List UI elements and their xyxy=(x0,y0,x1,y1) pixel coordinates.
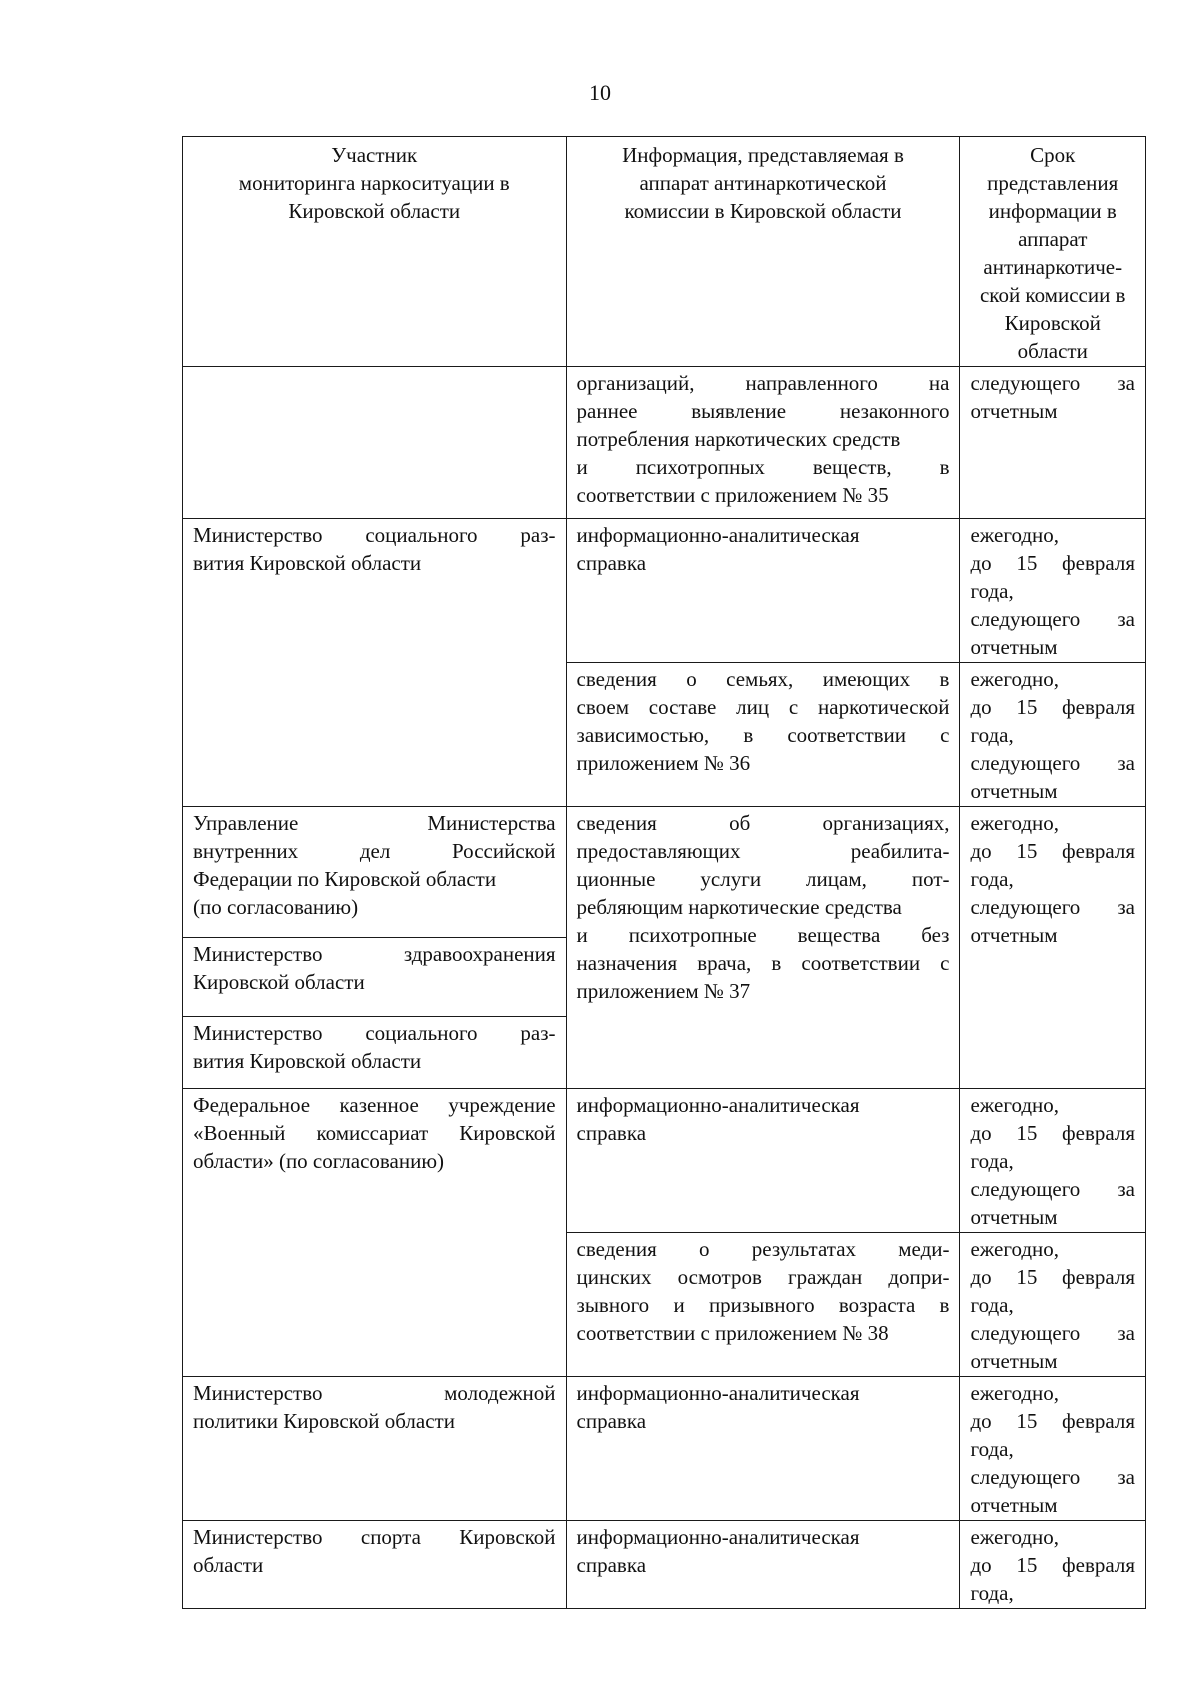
info-cell xyxy=(566,663,960,807)
participant-cell xyxy=(183,807,567,938)
cell-line: ежегодно, xyxy=(970,1381,1060,1405)
cell-line: области» (по согласованию) xyxy=(193,1149,445,1173)
info-cell xyxy=(566,807,960,1089)
cell-line: Министерство спорта Кировской xyxy=(193,1525,556,1549)
deadline-cell xyxy=(960,663,1146,807)
cell-line: следующего за xyxy=(970,751,1135,775)
deadline-cell xyxy=(960,1377,1146,1521)
table-row xyxy=(183,1089,1146,1233)
cell-line: сведения о результатах меди- xyxy=(576,1237,950,1261)
cell-line: отчетным xyxy=(970,923,1058,947)
cell-line: года, xyxy=(970,1149,1014,1173)
header-line: Срок xyxy=(1030,143,1076,167)
cell-line: политики Кировской области xyxy=(193,1409,455,1433)
cell-line: Министерство социального раз- xyxy=(193,1021,556,1045)
cell-line: справка xyxy=(576,1121,647,1145)
cell-line: следующего за xyxy=(970,895,1135,919)
cell-line: до 15 февраля xyxy=(970,1553,1135,1577)
header-line: информации в xyxy=(988,199,1117,223)
cell-line: отчетным xyxy=(970,1493,1058,1517)
header-participant xyxy=(183,137,567,367)
header-line: ской комиссии в xyxy=(979,283,1126,307)
cell-line: и психотропные вещества без xyxy=(576,923,950,947)
cell-line: приложением № 37 xyxy=(576,979,751,1003)
deadline-cell xyxy=(960,1089,1146,1233)
cell-line: Управление Министерства xyxy=(193,811,556,835)
deadline-cell xyxy=(960,519,1146,663)
page-number: 10 xyxy=(589,80,611,105)
cell-line: Министерство молодежной xyxy=(193,1381,556,1405)
cell-line: отчетным xyxy=(970,779,1058,803)
cell-line: года, xyxy=(970,723,1014,747)
header-info xyxy=(566,137,960,367)
cell-line: приложением № 36 xyxy=(576,751,751,775)
cell-line: отчетным xyxy=(970,399,1058,423)
cell-line: до 15 февраля xyxy=(970,1265,1135,1289)
cell-line: потребления наркотических средств xyxy=(576,427,901,451)
header-line: аппарат xyxy=(1018,227,1088,251)
cell-line: следующего за xyxy=(970,1465,1135,1489)
header-line: Информация, представляемая в xyxy=(622,143,904,167)
cell-line: ционные услуги лицам, пот- xyxy=(576,867,950,891)
cell-line: до 15 февраля xyxy=(970,1121,1135,1145)
cell-line: года, xyxy=(970,1293,1014,1317)
participant-cell xyxy=(183,367,567,519)
cell-line: следующего за xyxy=(970,1177,1135,1201)
cell-line: (по согласованию) xyxy=(193,895,359,919)
info-cell xyxy=(566,1521,960,1609)
cell-line: года, xyxy=(970,579,1014,603)
cell-line: до 15 февраля xyxy=(970,1409,1135,1433)
header-line: комиссии в Кировской области xyxy=(624,199,902,223)
participant-cell xyxy=(183,938,567,1017)
cell-line: области xyxy=(193,1553,264,1577)
info-cell xyxy=(566,519,960,663)
header-line: представления xyxy=(987,171,1119,195)
cell-line: ежегодно, xyxy=(970,523,1060,547)
header-line: Кировской xyxy=(1004,311,1101,335)
table-row xyxy=(183,807,1146,938)
cell-line: до 15 февраля xyxy=(970,839,1135,863)
cell-line: соответствии с приложением № 38 xyxy=(576,1321,889,1345)
cell-line: справка xyxy=(576,1409,647,1433)
cell-line: сведения об организациях, xyxy=(576,811,950,835)
cell-line: соответствии с приложением № 35 xyxy=(576,483,889,507)
cell-line: зывного и призывного возраста в xyxy=(576,1293,950,1317)
cell-line: вития Кировской области xyxy=(193,551,422,575)
cell-line: «Военный комиссариат Кировской xyxy=(193,1121,556,1145)
cell-line: следующего за xyxy=(970,371,1135,395)
cell-line: и психотропных веществ, в xyxy=(576,455,950,479)
participant-cell xyxy=(183,1521,567,1609)
monitoring-table xyxy=(182,136,1146,1609)
cell-line: года, xyxy=(970,867,1014,891)
cell-line: ежегодно, xyxy=(970,811,1060,835)
cell-line: Министерство здравоохранения xyxy=(193,942,556,966)
table-row xyxy=(183,1377,1146,1521)
cell-line: Министерство социального раз- xyxy=(193,523,556,547)
info-cell xyxy=(566,367,960,519)
cell-line: внутренних дел Российской xyxy=(193,839,556,863)
header-line: мониторинга наркоситуации в xyxy=(238,171,510,195)
header-line: Кировской области xyxy=(288,199,461,223)
table-header-row xyxy=(183,137,1146,367)
cell-line: информационно-аналитическая xyxy=(576,1093,860,1117)
table-row xyxy=(183,519,1146,663)
cell-line: сведения о семьях, имеющих в xyxy=(576,667,950,691)
cell-line: информационно-аналитическая xyxy=(576,1525,860,1549)
cell-line: ребляющим наркотические средства xyxy=(576,895,902,919)
deadline-cell xyxy=(960,1233,1146,1377)
cell-line: следующего за xyxy=(970,1321,1135,1345)
cell-line: информационно-аналитическая xyxy=(576,1381,860,1405)
table-row xyxy=(183,367,1146,519)
cell-line: раннее выявление незаконного xyxy=(576,399,950,423)
cell-line: Кировской области xyxy=(193,970,365,994)
cell-line: следующего за xyxy=(970,607,1135,631)
cell-line: отчетным xyxy=(970,1349,1058,1373)
deadline-cell xyxy=(960,367,1146,519)
info-cell xyxy=(566,1089,960,1233)
deadline-cell xyxy=(960,1521,1146,1609)
participant-cell xyxy=(183,519,567,807)
cell-line: ежегодно, xyxy=(970,667,1060,691)
cell-line: отчетным xyxy=(970,635,1058,659)
table-row xyxy=(183,1521,1146,1609)
cell-line: Федерации по Кировской области xyxy=(193,867,497,891)
info-cell xyxy=(566,1233,960,1377)
cell-line: цинских осмотров граждан допри- xyxy=(576,1265,950,1289)
cell-line: Федеральное казенное учреждение xyxy=(193,1093,556,1117)
cell-line: назначения врача, в соответствии с xyxy=(576,951,950,975)
participant-cell xyxy=(183,1377,567,1521)
cell-line: до 15 февраля xyxy=(970,551,1135,575)
cell-line: зависимостью, в соответствии с xyxy=(576,723,950,747)
cell-line: справка xyxy=(576,1553,647,1577)
cell-line: ежегодно, xyxy=(970,1237,1060,1261)
deadline-cell xyxy=(960,807,1146,1089)
participant-cell xyxy=(183,1017,567,1089)
header-line: антинаркотиче- xyxy=(983,255,1123,279)
cell-line: ежегодно, xyxy=(970,1525,1060,1549)
info-cell xyxy=(566,1377,960,1521)
header-line: области xyxy=(1017,339,1088,363)
cell-line: справка xyxy=(576,551,647,575)
cell-line: вития Кировской области xyxy=(193,1049,422,1073)
cell-line: ежегодно, xyxy=(970,1093,1060,1117)
header-deadline xyxy=(960,137,1146,367)
cell-line: информационно-аналитическая xyxy=(576,523,860,547)
cell-line: до 15 февраля xyxy=(970,695,1135,719)
cell-line: своем составе лиц с наркотической xyxy=(576,695,950,719)
cell-line: предоставляющих реабилита- xyxy=(576,839,950,863)
header-line: Участник xyxy=(331,143,418,167)
cell-line: года, xyxy=(970,1581,1014,1605)
participant-cell xyxy=(183,1089,567,1377)
cell-line: года, xyxy=(970,1437,1014,1461)
cell-line: отчетным xyxy=(970,1205,1058,1229)
header-line: аппарат антинаркотической xyxy=(639,171,887,195)
cell-line: организаций, направленного на xyxy=(576,371,950,395)
